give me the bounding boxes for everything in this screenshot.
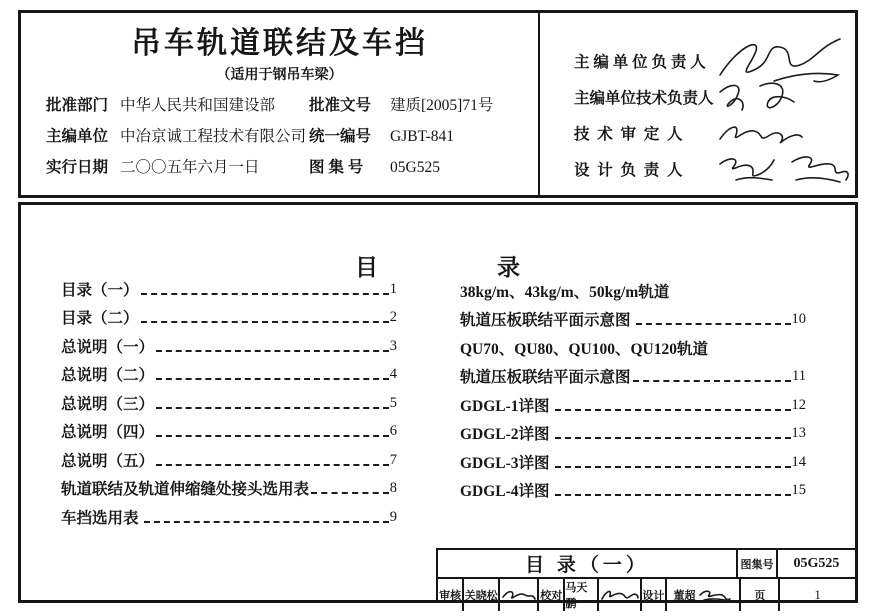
toc-leader	[555, 437, 790, 439]
atlas-no-value: 05G525	[390, 159, 440, 176]
toc-entry-label: 目录（一）	[61, 281, 139, 299]
approval-row	[21, 97, 538, 115]
toc-entry-label: GDGL-4详图	[460, 483, 554, 500]
tech-approver-label: 技 术 审 定 人	[574, 126, 683, 143]
toc-heading-char-2: 录	[497, 255, 521, 280]
toc-entry	[460, 448, 806, 477]
toc-entry-page: 7	[389, 451, 397, 468]
toc-entry	[61, 361, 397, 390]
toc-leader	[636, 323, 790, 325]
toc-entry	[61, 332, 397, 361]
toc-leader	[156, 378, 389, 380]
atlas-no-cell-label: 图集号	[738, 550, 778, 577]
toc-leader	[141, 293, 389, 295]
unified-no-value: GJBT-841	[390, 128, 455, 145]
toc-leader	[156, 435, 389, 437]
toc-entry-page: 8	[389, 480, 397, 496]
page-label: 页	[741, 579, 780, 611]
atlas-no-cell-value: 05G525	[793, 555, 840, 571]
approval-doc-label: 批准文号	[309, 97, 372, 114]
toc-leader	[555, 466, 790, 468]
document-title: 吊车轨道联结及车挡	[131, 27, 428, 60]
toc-entry-label: 总说明（四）	[61, 424, 155, 441]
toc-leader	[156, 350, 389, 352]
toc-entry-label: 总说明（二）	[61, 367, 155, 384]
chief-responsible-row	[574, 43, 855, 79]
unified-no-label: 统一编号	[309, 128, 372, 145]
toc-entry	[61, 389, 397, 418]
design-responsible-row	[574, 151, 855, 187]
toc-entry-page: 10	[791, 311, 806, 327]
toc-entry	[460, 277, 806, 306]
toc-entry	[460, 363, 806, 392]
toc-entry-label: 总说明（三）	[61, 395, 155, 413]
title-block-row-2	[438, 577, 855, 611]
reviewer-signature-cell	[500, 579, 539, 611]
reviewer-signature	[501, 587, 537, 603]
design-responsible-signature-1	[716, 152, 778, 186]
page-number: 1	[814, 587, 821, 602]
tech-approver-signature	[716, 117, 806, 149]
toc-entry	[460, 420, 806, 449]
sheet-title: 目 录（一）	[438, 550, 738, 577]
toc-entry-label: GDGL-1详图	[460, 397, 554, 415]
toc-entry-page: 3	[389, 337, 397, 354]
toc-entry-page: 14	[791, 453, 806, 470]
toc-entry	[61, 304, 397, 333]
toc-entry-label: 轨道压板联结平面示意图	[460, 369, 631, 386]
toc-leader	[555, 494, 790, 496]
toc-entry	[460, 306, 806, 335]
checker-signature	[600, 587, 640, 603]
toc-entry	[460, 334, 806, 363]
signatories-panel	[538, 13, 855, 195]
design-responsible-label: 设 计 负 责 人	[574, 162, 683, 179]
toc-entry	[460, 477, 806, 506]
toc-entry-page: 9	[389, 508, 397, 525]
document-subtitle: （适用于钢吊车梁）	[216, 66, 343, 82]
tech-responsible-signature	[716, 78, 800, 116]
toc-leader	[144, 521, 388, 523]
toc-entry-page: 12	[791, 396, 806, 413]
toc-entry-page: 4	[389, 366, 397, 382]
approval-doc-value: 建质[2005]71号	[390, 97, 494, 114]
toc-entry-page: 15	[791, 482, 806, 498]
approval-dept-value: 中华人民共和国建设部	[120, 97, 276, 114]
toc-entry-page: 2	[389, 309, 397, 325]
tech-responsible-label: 主编单位技术负责人	[574, 90, 714, 107]
contents-box	[18, 202, 858, 610]
checker-label: 校对	[539, 579, 565, 611]
toc-entry-label: 目录（二）	[61, 310, 139, 327]
atlas-no-label: 图 集 号	[309, 159, 364, 176]
toc-entry	[460, 391, 806, 420]
toc-entry	[61, 475, 397, 504]
toc-entry	[61, 503, 397, 532]
toc-entry-page: 11	[792, 368, 806, 384]
toc-entry-label: 38kg/m、43kg/m、50kg/m轨道	[460, 283, 670, 301]
title-block-row-1	[438, 550, 855, 577]
chief-editor-label: 主编单位	[46, 128, 109, 145]
toc-leader	[156, 407, 389, 409]
header-left-panel	[21, 13, 538, 195]
toc-leader	[141, 321, 389, 323]
designer-signature	[698, 587, 732, 603]
toc-leader	[311, 492, 389, 494]
designer-label: 设计	[642, 579, 666, 611]
designer-name: 董超	[673, 590, 696, 602]
toc-entry-label: 总说明（五）	[61, 452, 155, 470]
toc-entry-page: 1	[389, 280, 397, 297]
designer-name-cell	[667, 579, 742, 611]
toc-column-right	[460, 277, 806, 505]
title-block	[436, 548, 858, 610]
design-responsible-signature-2	[786, 152, 852, 186]
toc-entry-label: 轨道联结及轨道伸缩缝处接头选用表	[61, 481, 310, 498]
reviewer-label: 审核	[438, 579, 464, 611]
toc-heading-char-1: 目	[355, 255, 379, 280]
chief-responsible-label: 主 编 单 位 负 责 人	[574, 54, 706, 71]
editor-row	[21, 128, 538, 146]
toc-entry-label: GDGL-3详图	[460, 454, 554, 472]
effective-date-value: 二〇〇五年六月一日	[120, 159, 260, 176]
toc-entry-label: GDGL-2详图	[460, 426, 554, 443]
tech-approver-row	[574, 115, 855, 151]
toc-entry	[61, 446, 397, 475]
approval-dept-label: 批准部门	[46, 97, 109, 114]
toc-entry-page: 6	[389, 423, 397, 439]
toc-entry-page: 13	[791, 425, 806, 441]
toc-leader	[555, 409, 790, 411]
effective-date-label: 实行日期	[46, 159, 109, 176]
toc-entry-label: 车挡选用表	[61, 509, 143, 527]
toc-entry	[61, 275, 397, 304]
toc-entry-page: 5	[389, 394, 397, 411]
checker-signature-cell	[599, 579, 642, 611]
toc-entry-label: QU70、QU80、QU100、QU120轨道	[460, 340, 709, 358]
toc-leader	[156, 464, 389, 466]
checker-name: 马天鹏	[565, 579, 599, 611]
reviewer-name: 关晓松	[464, 579, 500, 611]
toc-entry-label: 总说明（一）	[61, 338, 155, 356]
toc-entry	[61, 418, 397, 447]
header-box	[18, 10, 858, 198]
toc-column-left	[61, 275, 397, 532]
toc-entry-label: 轨道压板联结平面示意图	[460, 312, 635, 329]
chief-editor-value: 中冶京诚工程技术有限公司	[120, 128, 307, 145]
effective-date-row	[21, 159, 538, 177]
toc-leader	[633, 380, 792, 382]
